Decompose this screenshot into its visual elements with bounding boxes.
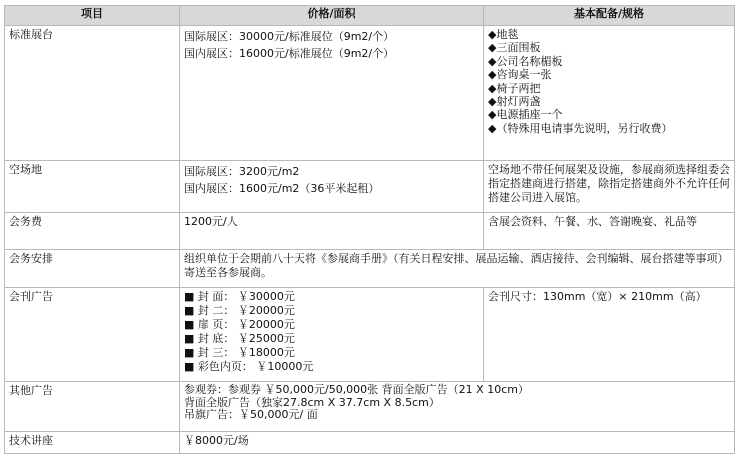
table-row-lecture [5, 432, 735, 454]
ad-price-line: ■ 彩色内页： ￥10000元 [184, 360, 314, 373]
open-space-spec: 空场地不带任何展架及设施，参展商须选择组委会指定搭建商进行搭建，除指定搭建商外不允许任何搭建公司进入展馆。 [484, 161, 735, 213]
table-row-standard-booth [5, 26, 735, 161]
table-row-open-space [5, 161, 735, 213]
other-ad-line: 背面全版广告（独家27.8cm X 37.7cm X 8.5cm） [184, 395, 440, 409]
table-row-conference-fee [5, 213, 735, 250]
spec-line: ◆三面围板 [488, 41, 541, 55]
conference-fee-spec: 含展会资料、午餐、水、答谢晚宴、礼品等 [484, 213, 735, 250]
journal-ad-prices [180, 288, 484, 382]
exhibition-price-table [4, 5, 735, 454]
ad-price-line: ■ 封 二： ￥20000元 [184, 304, 295, 317]
row-label: 空场地 [5, 161, 180, 213]
row-label: 技术讲座 [5, 432, 180, 454]
header-item: 项目 [5, 6, 180, 26]
ad-price-line: ■ 扉 页： ￥20000元 [184, 318, 295, 331]
other-ad-line: 吊旗广告：￥50,000元/ 面 [184, 408, 318, 421]
arrangement-text: 组织单位于会期前八十天将《参展商手册》（有关日程安排、展品运输、酒店接待、会刊编辑、展台搭建等事项）寄送至各参展商。 [180, 250, 735, 288]
price-line: 国际展区：3200元/m2 [184, 165, 300, 178]
row-label: 会刊广告 [5, 288, 180, 382]
row-label: 标准展台 [5, 26, 180, 161]
row-label: 其他广告 [5, 382, 180, 432]
table-header-row [5, 6, 735, 26]
table-row-arrangement [5, 250, 735, 288]
standard-booth-prices [180, 26, 484, 161]
spec-line: ◆（特殊用电请事先说明，另行收费） [488, 121, 673, 135]
other-ad-line: 参观券：参观券 ￥50,000元/50,000张 背面全版广告（21 X 10cm） [184, 383, 529, 396]
spec-line: ◆地毯 [488, 28, 519, 41]
spec-line: ◆咨询桌一张 [488, 68, 552, 82]
journal-size-spec: 会刊尺寸：130mm（宽）× 210mm（高） [484, 288, 735, 382]
table-row-other-ads [5, 382, 735, 432]
ad-price-line: ■ 封 底： ￥25000元 [184, 332, 295, 345]
ad-price-line: ■ 封 三： ￥18000元 [184, 346, 295, 359]
price-line: 国内展区：1600元/m2（36平米起租） [184, 182, 380, 195]
spec-line: ◆椅子两把 [488, 81, 541, 95]
header-specs: 基本配备/规格 [484, 6, 735, 26]
table-row-journal-ads [5, 288, 735, 382]
header-price-area: 价格/面积 [180, 6, 484, 26]
price-line: 国内展区：16000元/标准展位（9m2/个） [184, 47, 395, 60]
conference-fee-price: 1200元/人 [180, 213, 484, 250]
spec-line: ◆公司名称楣板 [488, 54, 563, 68]
spec-line: ◆电源插座一个 [488, 108, 563, 122]
standard-booth-specs [484, 26, 735, 161]
open-space-prices [180, 161, 484, 213]
row-label: 会务费 [5, 213, 180, 250]
row-label: 会务安排 [5, 250, 180, 288]
ad-price-line: ■ 封 面： ￥30000元 [184, 290, 295, 303]
spec-line: ◆射灯两盏 [488, 95, 541, 109]
price-line: 国际展区：30000元/标准展位（9m2/个） [184, 30, 395, 43]
other-ads-text [180, 382, 735, 432]
lecture-price: ￥8000元/场 [180, 432, 735, 454]
